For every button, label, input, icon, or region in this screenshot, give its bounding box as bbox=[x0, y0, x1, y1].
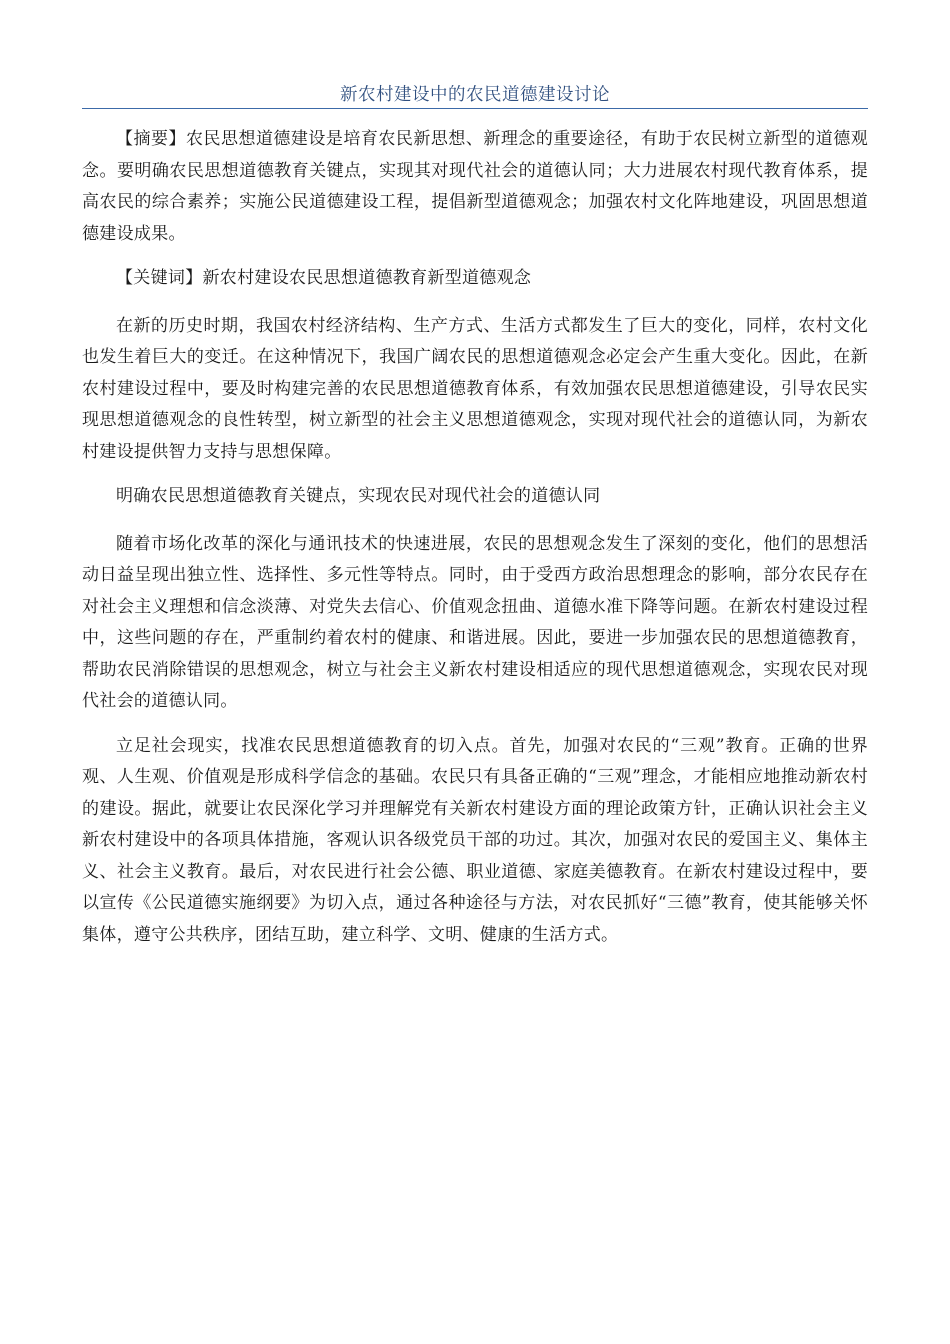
header-divider bbox=[82, 108, 868, 109]
document-body bbox=[82, 124, 868, 964]
intro-paragraph: 在新的历史时期，我国农村经济结构、生产方式、生活方式都发生了巨大的变化，同样，农村文化也发生着巨大的变迁。在这种情况下，我国广阔农民的思想道德观念必定会产生重大变化。因此，在新农村建设过程中，要及时构建完善的农民思想道德教育体系，有效加强农民思想道德建设，引导农民实现思想道德观念的良性转型，树立新型的社会主义思想道德观念，实现对现代社会的道德认同，为新农村建设提供智力支持与思想保障。 bbox=[82, 315, 868, 462]
body-paragraph-1: 随着市场化改革的深化与通讯技术的快速进展，农民的思想观念发生了深刻的变化，他们的思想活动日益呈现出独立性、选择性、多元性等特点。同时，由于受西方政治思想理念的影响，部分农民存在对社会主义理想和信念淡薄、对党失去信心、价值观念扭曲、道德水准下降等问题。在新农村建设过程中，这些问题的存在，严重制约着农村的健康、和谐进展。因此，要进一步加强农民的思想道德教育，帮助农民消除错误的思想观念，树立与社会主义新农村建设相适应的现代思想道德观念，实现农民对现代社会的道德认同。 bbox=[82, 533, 868, 711]
keywords-paragraph: 【关键词】新农村建设农民思想道德教育新型道德观念 bbox=[116, 268, 532, 288]
body-paragraph-2: 立足社会现实，找准农民思想道德教育的切入点。首先，加强对农民的“三观”教育。正确的世界观、人生观、价值观是形成科学信念的基础。农民只有具备正确的“三观”理念，才能相应地推动新农村的建设。据此，就要让农民深化学习并理解党有关新农村建设方面的理论政策方针，正确认识社会主义新农村建设中的各项具体措施，客观认识各级党员干部的功过。其次，加强对农民的爱国主义、集体主义、社会主义教育。最后，对农民进行社会公德、职业道德、家庭美德教育。在新农村建设过程中，要以宣传《公民道德实施纲要》为切入点，通过各种途径与方法，对农民抓好“三德”教育，使其能够关怀集体，遵守公共秩序，团结互助，建立科学、文明、健康的生活方式。 bbox=[82, 735, 868, 945]
abstract-paragraph: 【摘要】农民思想道德建设是培育农民新思想、新理念的重要途径，有助于农民树立新型的道德观念。要明确农民思想道德教育关键点，实现其对现代社会的道德认同；大力进展农村现代教育体系，提高农民的综合素养；实施公民道德建设工程，提倡新型道德观念；加强农村文化阵地建设，巩固思想道德建设成果。 bbox=[82, 129, 868, 244]
section-heading: 明确农民思想道德教育关键点，实现农民对现代社会的道德认同 bbox=[116, 486, 601, 506]
page-header-title: 新农村建设中的农民道德建设讨论 bbox=[340, 85, 610, 105]
